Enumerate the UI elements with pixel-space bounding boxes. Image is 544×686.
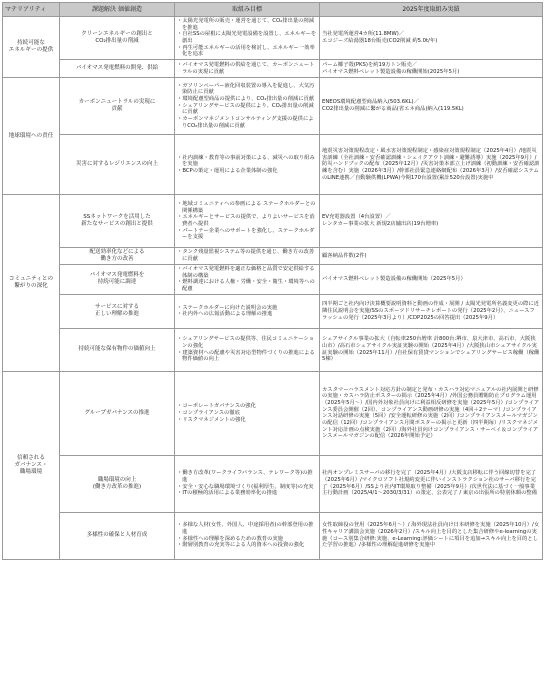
bullet-icon: ・ <box>177 201 183 208</box>
targets-cell <box>175 328 320 371</box>
table-row <box>3 328 543 371</box>
results-cell <box>320 512 543 559</box>
table-row <box>3 455 543 512</box>
targets-list <box>177 155 317 175</box>
table-row <box>3 265 543 295</box>
issue-label: 新たなサービスの創出と提供 <box>81 221 153 228</box>
targets-cell <box>175 294 320 328</box>
bullet-icon: ・ <box>177 416 183 423</box>
issue-label: SSネットワークを活用した <box>83 214 151 221</box>
target-text: タンク残量監視システム等の提供を通じ、働き方の改善に貢献 <box>182 249 315 263</box>
table-row <box>3 60 543 78</box>
bullet-icon: ・ <box>177 102 183 109</box>
target-item <box>177 18 317 31</box>
target-item <box>177 311 317 318</box>
targets-cell <box>175 78 320 135</box>
bullet-icon: ・ <box>177 31 183 38</box>
target-text: 働き方改革(ワークライフバランス、テレワーク等)の推進 <box>182 470 313 484</box>
target-text: 社内訓練・教育等の事前対策による、減災への取り組みを実施 <box>182 154 315 168</box>
bullet-icon: ・ <box>177 409 183 416</box>
table-body <box>3 17 543 560</box>
bullet-icon: ・ <box>177 214 183 221</box>
materiality-cell <box>3 17 60 78</box>
target-text: リスクマネジメントの強化 <box>182 416 246 423</box>
target-item <box>177 62 317 75</box>
target-text: ITの積極的活用による業務効率化の推進 <box>182 490 278 497</box>
results-cell <box>320 17 543 60</box>
issue-cell <box>60 78 175 135</box>
bullet-icon: ・ <box>177 61 183 68</box>
targets-list <box>177 336 317 363</box>
issue-label: 正しい理解の推進 <box>94 311 139 318</box>
header-initiative: 取組み目標 <box>175 3 320 17</box>
target-text: シェアリングサービスの提供により、CO₂排出量の削減に貢献 <box>182 102 314 116</box>
issue-label: 災害に対するレジリエンスの向上 <box>75 161 159 168</box>
materiality-label: 職場環境 <box>19 468 43 475</box>
target-text: バイオマス発電燃料の供給を通じて、カーボンニュートラルの実現に貢献 <box>182 61 315 75</box>
target-item <box>177 214 317 227</box>
target-text: 建築資材への配慮や災害対応型物件づくりの推進による物件価値の向上 <box>182 349 315 363</box>
target-item <box>177 155 317 168</box>
bullet-icon: ・ <box>177 522 183 529</box>
target-text: コーポレートガバナンスの強化 <box>182 403 256 410</box>
results-cell <box>320 248 543 265</box>
target-item <box>177 45 317 58</box>
materiality-label: 地球環境への責任 <box>8 132 54 139</box>
issue-cell <box>60 455 175 512</box>
targets-list <box>177 62 317 75</box>
issue-label: 職場環境の向上 <box>97 476 137 483</box>
target-text: 燃料調達における人権・労働・安全・衛生・環境等への配慮 <box>182 279 315 293</box>
result-text: CO2排出量の削減に繋がる商品(省エネ商品)納入(119.5KL) <box>322 106 464 113</box>
bullet-icon: ・ <box>177 44 183 51</box>
issue-label: (働き方改革の推進) <box>92 483 142 490</box>
target-item <box>177 168 317 175</box>
bullet-icon: ・ <box>177 167 183 174</box>
targets-cell <box>175 17 320 60</box>
results-cell <box>320 60 543 78</box>
target-item <box>177 403 317 410</box>
issue-label: カーボンニュートラルの実現に <box>78 99 156 106</box>
target-text: 地域コミュニティへの参画による ステークホルダーとの関係構築 <box>182 201 316 214</box>
table-row <box>3 248 543 265</box>
materiality-label: コミュニティとの <box>8 275 54 282</box>
bullet-icon: ・ <box>177 542 183 549</box>
issue-label: サービスに対する <box>94 304 139 311</box>
target-item <box>177 201 317 214</box>
materiality-label: 持続可能な <box>17 39 45 46</box>
targets-cell <box>175 455 320 512</box>
result-text: レンタカー事業の拡大 新規2店舗出店(19台増車) <box>322 221 439 228</box>
issue-cell <box>60 265 175 295</box>
table-row <box>3 371 543 455</box>
bullet-icon: ・ <box>177 116 183 123</box>
bullet-icon: ・ <box>177 311 183 318</box>
target-text: BCPの策定・運用による企業体制の強化 <box>182 167 278 174</box>
target-item <box>177 279 317 292</box>
issue-cell <box>60 371 175 455</box>
target-item <box>177 116 317 129</box>
targets-list <box>177 305 317 318</box>
issue-label: 多様性の確保と人材育成 <box>86 532 148 539</box>
bullet-icon: ・ <box>177 279 183 286</box>
issue-label: 持続可能な保有物件の価値向上 <box>78 346 156 353</box>
header-issue: 課題解決 価値創造 <box>60 3 175 17</box>
target-item <box>177 96 317 103</box>
issue-label: 働き方の改善 <box>100 256 134 263</box>
target-item <box>177 83 317 96</box>
results-cell <box>320 294 543 328</box>
bullet-icon: ・ <box>177 227 183 234</box>
target-text: エネルギーとサービスの提供で、よりよいサービスを消費者へ提供 <box>182 214 315 228</box>
result-text: 当社発電所運営4カ所(11.8MW)／ <box>322 31 405 38</box>
target-item <box>177 31 317 44</box>
targets-list <box>177 266 317 293</box>
bullet-icon: ・ <box>177 483 183 490</box>
results-cell <box>320 371 543 455</box>
materiality-label: ガバナンス・ <box>14 461 48 468</box>
bullet-icon: ・ <box>177 490 183 497</box>
targets-list <box>177 470 317 497</box>
issue-label: バイオマス発電燃料を <box>89 272 145 279</box>
target-text: 階層別教育の充実等による人的資本への投資の強化 <box>182 542 305 549</box>
issue-cell <box>60 17 175 60</box>
materiality-cell <box>3 195 60 372</box>
table-row <box>3 78 543 135</box>
result-text: シェアサイクル事業の拡大（自転車250台増車 計800台:堺市、泉大津市、高石市、大阪狭山市）/高石市シェアサイクル実証実験の開始（2025年4月）/大阪狭山市シェアサイクル実証実験の開始（2025年11月）/自社保有賃貸マンションでシェアリングサービス稼働（稼働5棟） <box>322 336 540 363</box>
materiality-cell <box>3 371 60 559</box>
targets-cell <box>175 135 320 195</box>
target-text: パートナー企業へのサポートを強化し、ステークホルダーを支援 <box>182 227 315 241</box>
target-text: 多様性への理解を深めるための教育の実施 <box>182 535 283 542</box>
targets-cell <box>175 265 320 295</box>
table-header-row <box>3 3 543 17</box>
issue-label: 配送効率化などによる <box>89 249 145 256</box>
result-text: バイオマス燃料ペレット製造設備の稼働開始（2025年5月） <box>322 276 466 283</box>
result-text: 社内オンプレミスサーバの移行を完了（2025年4月）/大阪支店移転に伴う回線切替を完了（2025年6月）/マイクロソフト社規約変更に伴いインストラクション社のサーバ移行を完了（2025年6月）/SSより社内IT環境取り整備（2025年9月）/次世代法に基づく一般事業主行動計画（2025/4/1～2030/3/31）の策定、公表完了 / 東京の出張所の特別休暇の整備 <box>322 470 538 497</box>
target-text: シェアリングサービスの提供等、住民コミュニケーションの強化 <box>182 336 314 350</box>
target-item <box>177 336 317 349</box>
issue-label: CO₂排出量の削減 <box>95 38 139 45</box>
table-row <box>3 135 543 195</box>
target-text: 社内外への広報活動による理解の推進 <box>182 311 273 318</box>
issue-cell <box>60 512 175 559</box>
target-text: 多様な人材(女性、外国人、中途採用者)の幹部登用の推進 <box>182 522 314 536</box>
bullet-icon: ・ <box>177 470 183 477</box>
targets-cell <box>175 512 320 559</box>
bullet-icon: ・ <box>177 18 183 24</box>
target-text: バイオマス発電燃料を適正な価格と品質で安定供給する体制の構築 <box>182 266 315 279</box>
bullet-icon: ・ <box>177 96 183 103</box>
materiality-label: 繋がりの深化 <box>14 282 48 289</box>
targets-list <box>177 83 317 130</box>
bullet-icon: ・ <box>177 266 183 273</box>
bullet-icon: ・ <box>177 535 183 542</box>
target-text: 太陽光発電所の販売・運営を通じて、CO₂排出量の削減を推進 <box>182 18 315 31</box>
issue-label: クリーンエネルギーの創出と <box>81 31 153 38</box>
result-text: エコジーズ給湯器18台販売(CO2削減 約5.0t/年) <box>322 38 438 45</box>
result-text: バイオマス燃料ペレット製造設備の稼働開始(2025年5月) <box>322 68 460 75</box>
header-materiality: マテリアリティ <box>3 3 60 17</box>
target-item <box>177 266 317 279</box>
results-cell <box>320 328 543 371</box>
header-results: 2025年度取組み実績 <box>320 3 543 17</box>
target-text: ステークホルダーに向けた説明会の実施 <box>182 304 278 311</box>
issue-label: 貢献 <box>111 106 123 113</box>
bullet-icon: ・ <box>177 349 183 356</box>
issue-cell <box>60 195 175 248</box>
targets-cell <box>175 60 320 78</box>
target-item <box>177 103 317 116</box>
result-text: 顧客納品件数(2件) <box>322 252 367 259</box>
issue-cell <box>60 294 175 328</box>
bullet-icon: ・ <box>177 403 183 410</box>
target-text: カーボンマネジメントコンサルティング支援の提供によりCO₂排出量の削減に貢献 <box>182 116 314 129</box>
issue-label: グループガバナンスの推進 <box>84 409 150 416</box>
issue-label: バイオマス発電燃料の開発、供給 <box>75 65 159 72</box>
results-cell <box>320 455 543 512</box>
issue-cell <box>60 248 175 265</box>
materiality-label: 信頼される <box>17 454 45 461</box>
issue-cell <box>60 135 175 195</box>
result-text: ENEOS環境配慮型商品納入(503.6KL)／ <box>322 99 419 106</box>
materiality-label: エネルギーの提供 <box>8 47 54 54</box>
targets-list <box>177 522 317 549</box>
result-text: 女性取締役の登用（2025年6月～）/ 海外現法社員向け日本研修を実施（2025年10月）/女性キャリア講演会実施（2026年2月）/スキル向上を目的とした集合研修やe-learningの実施（コース別集合研修:実施、e-Learning:評価シートに項目を追加→スキル向上を目的とした学習の推進）/多様性の理解促進研修を実施中 <box>322 522 540 549</box>
target-text: 環境配慮型商品の提供により、CO₂排出量の削減に貢献 <box>182 96 315 103</box>
targets-list <box>177 403 317 423</box>
bullet-icon: ・ <box>177 82 183 89</box>
targets-cell <box>175 248 320 265</box>
issue-label: 持続可能に調達 <box>97 279 137 286</box>
targets-cell <box>175 195 320 248</box>
result-text: 地震災害対策規程改定・風水害対策規程制定・感染症対策規程制定（2025年4月）/地震災害訓練（全社訓練・安否確認訓練・シェイクアウト訓練・避難誘導）実施（2025年9月）/防災ハンドブックの配布（2025年12月）/災害対策本部立上げ訓練（初動訓練・安否確認訓練を含む）実施（2026年3月）/幹部社員緊急連絡網配布（2026年3月）/安否確認システムのLINE連携／自動験供機(LPWA)今期170台設置(累計520台設置)実施中 <box>322 147 540 181</box>
table-row <box>3 195 543 248</box>
target-text: 再生可能エネルギーの活用を検討し、エネルギー一効率化を追求 <box>182 44 315 58</box>
results-cell <box>320 135 543 195</box>
target-item <box>177 490 317 497</box>
table-row <box>3 294 543 328</box>
target-item <box>177 350 317 363</box>
target-text: 自社SSの屋根に太陽光発電設備を設置し、エネルギーを創出 <box>182 31 317 45</box>
targets-list <box>177 18 317 58</box>
issue-cell <box>60 60 175 78</box>
bullet-icon: ・ <box>177 249 183 256</box>
target-item <box>177 470 317 483</box>
issue-cell <box>60 328 175 371</box>
target-item <box>177 522 317 535</box>
result-text: パーム椰子殻(PKS)を約19万トン販売／ <box>322 61 418 68</box>
targets-cell <box>175 371 320 455</box>
materiality-cell <box>3 78 60 195</box>
table-row <box>3 512 543 559</box>
targets-list <box>177 249 317 262</box>
bullet-icon: ・ <box>177 304 183 311</box>
table-row <box>3 17 543 60</box>
bullet-icon: ・ <box>177 336 183 343</box>
materiality-table <box>2 2 543 560</box>
target-text: 安全・安心な職場環境づくり(福利厚生、制度等)の充実 <box>182 483 314 490</box>
results-cell <box>320 78 543 135</box>
target-text: ガソリンベーパー液化回収装置の導入を促進し、大気汚染防止に貢献 <box>182 82 315 96</box>
target-item <box>177 542 317 549</box>
result-text: カスタマーハラスメント対応方針の制定と発布・カスハラ対応マニュアルの社内展開と研修の実施・カスハラ防止ポスターの掲示（2025年4月）/外国公務員贈賄防止プログラム運用（2025年5月～）/国内外対象社員向けに利益相反研修を実施（2025年5月）/コンプライアンス委員会開催（2回）、コンプライアンス動画研修の実施（4回＋2テーマ）/コンプライアンス対話研修の実施（5回）/安全運転研修の実施（2回）/コンプライアンスメールマガジンの配信（12回）/コンプライアンス月間ポスターの掲示と更新（四半期毎）/リスクマネジメント対応計画の点検実施（2回）/海外社員向けコンプライアンス・サーベイ＆コンプライアンスメールマガジンの配信（2026年開始予定） <box>322 386 540 440</box>
target-item <box>177 410 317 417</box>
target-item <box>177 228 317 241</box>
results-cell <box>320 265 543 295</box>
bullet-icon: ・ <box>177 154 183 161</box>
target-item <box>177 249 317 262</box>
results-cell <box>320 195 543 248</box>
target-text: コンプライアンスの徹底 <box>182 409 240 416</box>
targets-list <box>177 201 317 241</box>
result-text: 四半期ごと社内向け決算概要説明資料と動画の作成・展開 / 太陽光発電所名義変更の際に近隣住民説明会を実施/SSのスポーツドリサーチレポートの発行（2025年2月）、ニュースフラッシュの発行（2025年3月より）/CDP2025の回答提出（2025年9月） <box>322 301 540 321</box>
target-item <box>177 417 317 424</box>
result-text: EV充電器設置（4台設置）／ <box>322 214 391 221</box>
